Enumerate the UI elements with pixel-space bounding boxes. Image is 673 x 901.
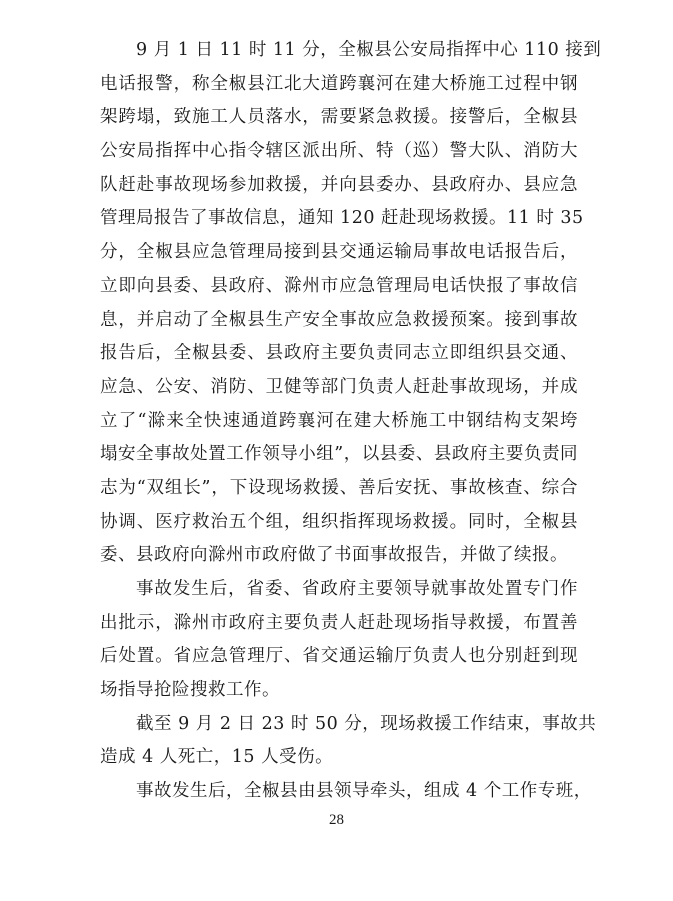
text-line: 事故发生后，省委、省政府主要领导就事故处置专门作 bbox=[136, 579, 578, 599]
text-line: 队赶赴事故现场参加救援，并向县委办、县政府办、县应急 bbox=[100, 174, 578, 195]
text-line: 公安局指挥中心指令辖区派出所、特（巡）警大队、消防大 bbox=[100, 141, 578, 162]
text-line: 9 月 1 日 11 时 11 分，全椒县公安局指挥中心 110 接到 bbox=[136, 40, 602, 60]
page-number: 28 bbox=[329, 812, 344, 828]
text-line: 委、县政府向滁州市政府做了书面事故报告，并做了续报。 bbox=[100, 545, 568, 566]
text-line: 立了“滁来全快速通道跨襄河在建大桥施工中钢结构支架垮 bbox=[100, 410, 578, 431]
text-line: 出批示，滁州市政府主要负责人赶赴现场指导救援，布置善 bbox=[100, 612, 578, 633]
text-line: 造成 4 人死亡，15 人受伤。 bbox=[100, 747, 334, 768]
text-line: 电话报警，称全椒县江北大道跨襄河在建大桥施工过程中钢 bbox=[100, 73, 578, 94]
paragraph-casualties bbox=[100, 708, 597, 775]
text-line: 志为“双组长”，下设现场救援、善后安抚、事故核查、综合 bbox=[100, 477, 578, 498]
text-line: 立即向县委、县政府、滁州市应急管理局电话快报了事故信 bbox=[100, 275, 578, 296]
text-line: 后处置。省应急管理厅、省交通运输厅负责人也分别赶到现 bbox=[100, 646, 578, 667]
paragraph-leadership-instructions bbox=[100, 573, 578, 708]
text-line: 塌安全事故处置工作领导小组”，以县委、县政府主要负责同 bbox=[100, 444, 578, 465]
paragraph-emergency-response bbox=[100, 34, 602, 573]
text-line: 场指导抢险搜救工作。 bbox=[100, 680, 280, 701]
text-line: 分，全椒县应急管理局接到县交通运输局事故电话报告后， bbox=[100, 242, 578, 263]
paragraph-task-forces bbox=[100, 775, 592, 809]
text-line: 架跨塌，致施工人员落水，需要紧急救援。接警后，全椒县 bbox=[100, 107, 578, 128]
text-line: 截至 9 月 2 日 23 时 50 分，现场救援工作结束，事故共 bbox=[136, 713, 597, 734]
text-line: 事故发生后，全椒县由县领导牵头，组成 4 个工作专班， bbox=[136, 781, 592, 802]
text-line: 报告后，全椒县委、县政府主要负责同志立即组织县交通、 bbox=[100, 343, 578, 364]
text-line: 协调、医疗救治五个组，组织指挥现场救援。同时，全椒县 bbox=[100, 511, 578, 532]
text-line: 应急、公安、消防、卫健等部门负责人赶赴事故现场，并成 bbox=[100, 376, 578, 397]
text-line: 息，并启动了全椒县生产安全事故应急救援预案。接到事故 bbox=[100, 309, 578, 330]
text-line: 管理局报告了事故信息，通知 120 赶赴现场救援。11 时 35 bbox=[100, 208, 584, 229]
body-text bbox=[100, 34, 602, 809]
